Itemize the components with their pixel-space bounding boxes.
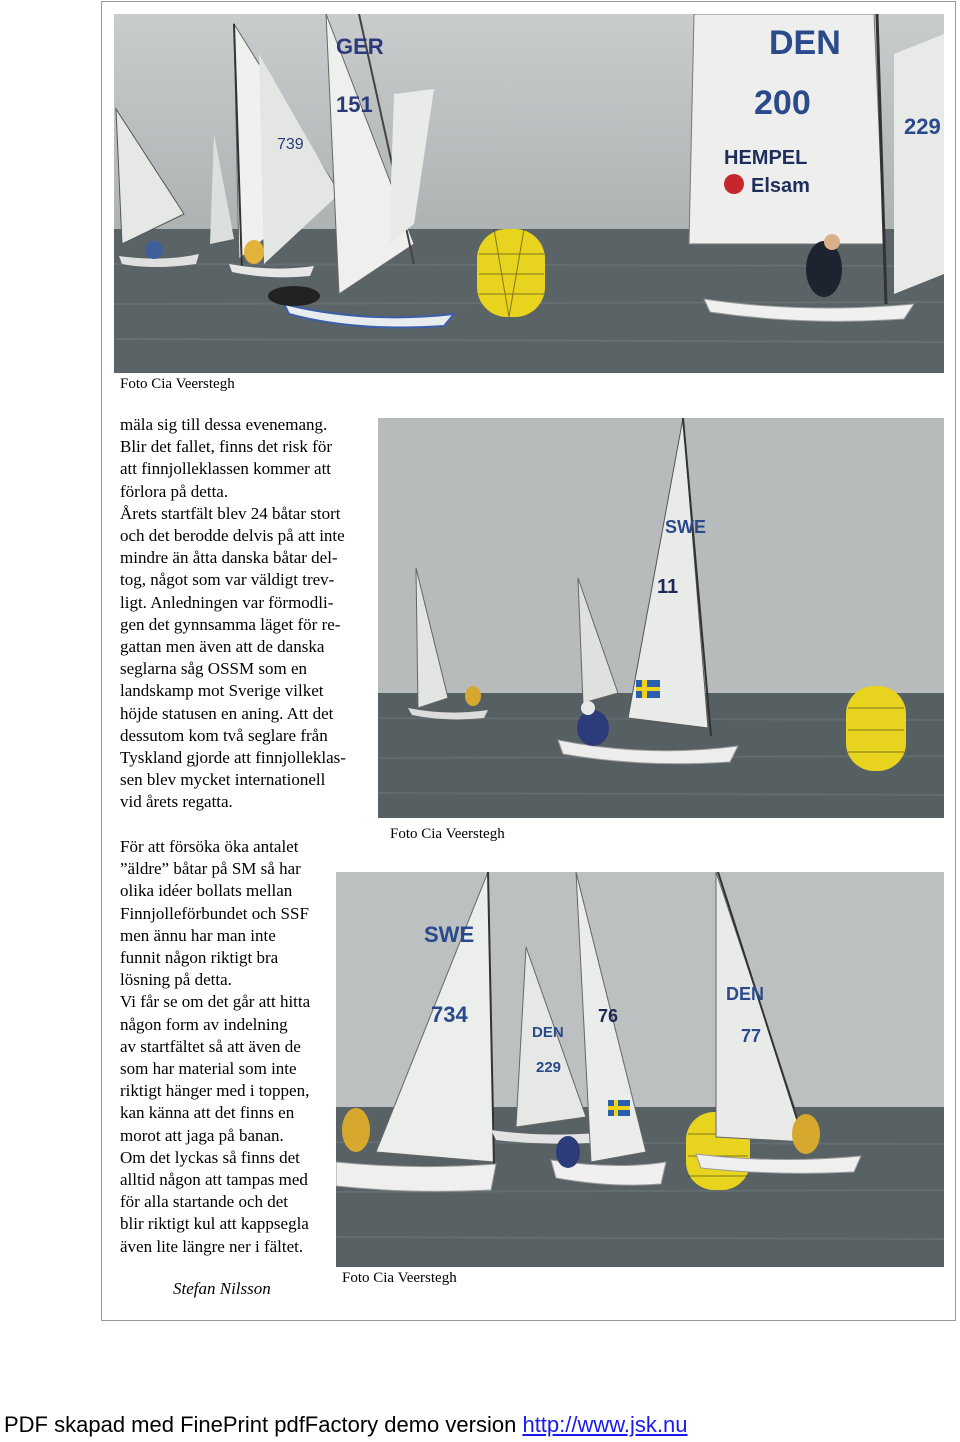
sail-marking-11: 11 xyxy=(657,576,679,598)
photo-caption-2: Foto Cia Veerstegh xyxy=(390,826,505,842)
photo-caption-1: Foto Cia Veerstegh xyxy=(120,376,235,392)
sail-marking-151: 151 xyxy=(336,92,373,117)
svg-text:734: 734 xyxy=(431,1002,468,1027)
sail-marking-swe-734: SWE xyxy=(424,922,475,947)
sail-marking-den-77: DEN xyxy=(726,984,765,1004)
sail-marking-den-229: DEN xyxy=(532,1024,564,1041)
author-signature: Stefan Nilsson xyxy=(173,1279,271,1298)
footer-text: PDF skapad med FinePrint pdfFactory demo version xyxy=(4,1412,523,1437)
photo-sailing-regatta-2 xyxy=(378,418,944,818)
photo-sailing-regatta-1 xyxy=(114,14,944,373)
sail-marking-739: 739 xyxy=(277,136,304,153)
article-paragraph-2: För att försöka öka antalet ”äldre” båtar på SM så har olika idéer bollats mellan Finnjolleförbundet och SSF men ännu har man inte funnit någon riktigt bra lösning på detta. Vi får se om det går att hitta någon form av indelning av startfältet så att även de som har material som inte riktigt hänger med i toppen, kan känna att det finns en morot att jaga på banan. Om det lyckas så finns det alltid någon att tampas med för alla startande och det blir riktigt kul att kappsegla även lite längre ner i fältet. xyxy=(120,837,311,1256)
svg-text:229: 229 xyxy=(536,1059,562,1076)
sail-marking-200: 200 xyxy=(754,84,811,122)
article-column-1 xyxy=(120,414,380,814)
photo-sailing-regatta-3 xyxy=(336,872,944,1267)
sail-marking-elsam: Elsam xyxy=(751,175,810,197)
sail-marking-ger: GER xyxy=(336,34,384,59)
sail-marking-hempel: HEMPEL xyxy=(724,147,808,169)
sail-marking-76: 76 xyxy=(598,1006,619,1026)
article-paragraph-1: mäla sig till dessa evenemang. Blir det fallet, finns det risk för att finnjolleklassen kommer att förlora på detta. Årets startfält blev 24 båtar stort och det berodde delvis på att inte mindre än åtta danska båtar del- tog, något som var väldigt trev- ligt. Anledningen var förmodli- gen det gynnsamma läget för re- gattan men även att de danska seglarna såg OSSM som en landskamp mot Sverige vilket höjde statusen en aning. Att det dessutom kom två seglare från Tyskland gjorde att finnjolleklas- sen blev mycket internationell vid årets regatta. xyxy=(120,415,346,812)
photo-caption-3: Foto Cia Veerstegh xyxy=(342,1270,457,1286)
article-column-2 xyxy=(120,836,340,1258)
sail-marking-229: 229 xyxy=(904,114,941,139)
pdf-footer xyxy=(4,1412,688,1438)
sail-marking-swe: SWE xyxy=(665,517,707,537)
sail-marking-den: DEN xyxy=(769,24,841,62)
footer-link[interactable]: http://www.jsk.nu xyxy=(522,1412,688,1437)
svg-text:77: 77 xyxy=(741,1026,762,1046)
